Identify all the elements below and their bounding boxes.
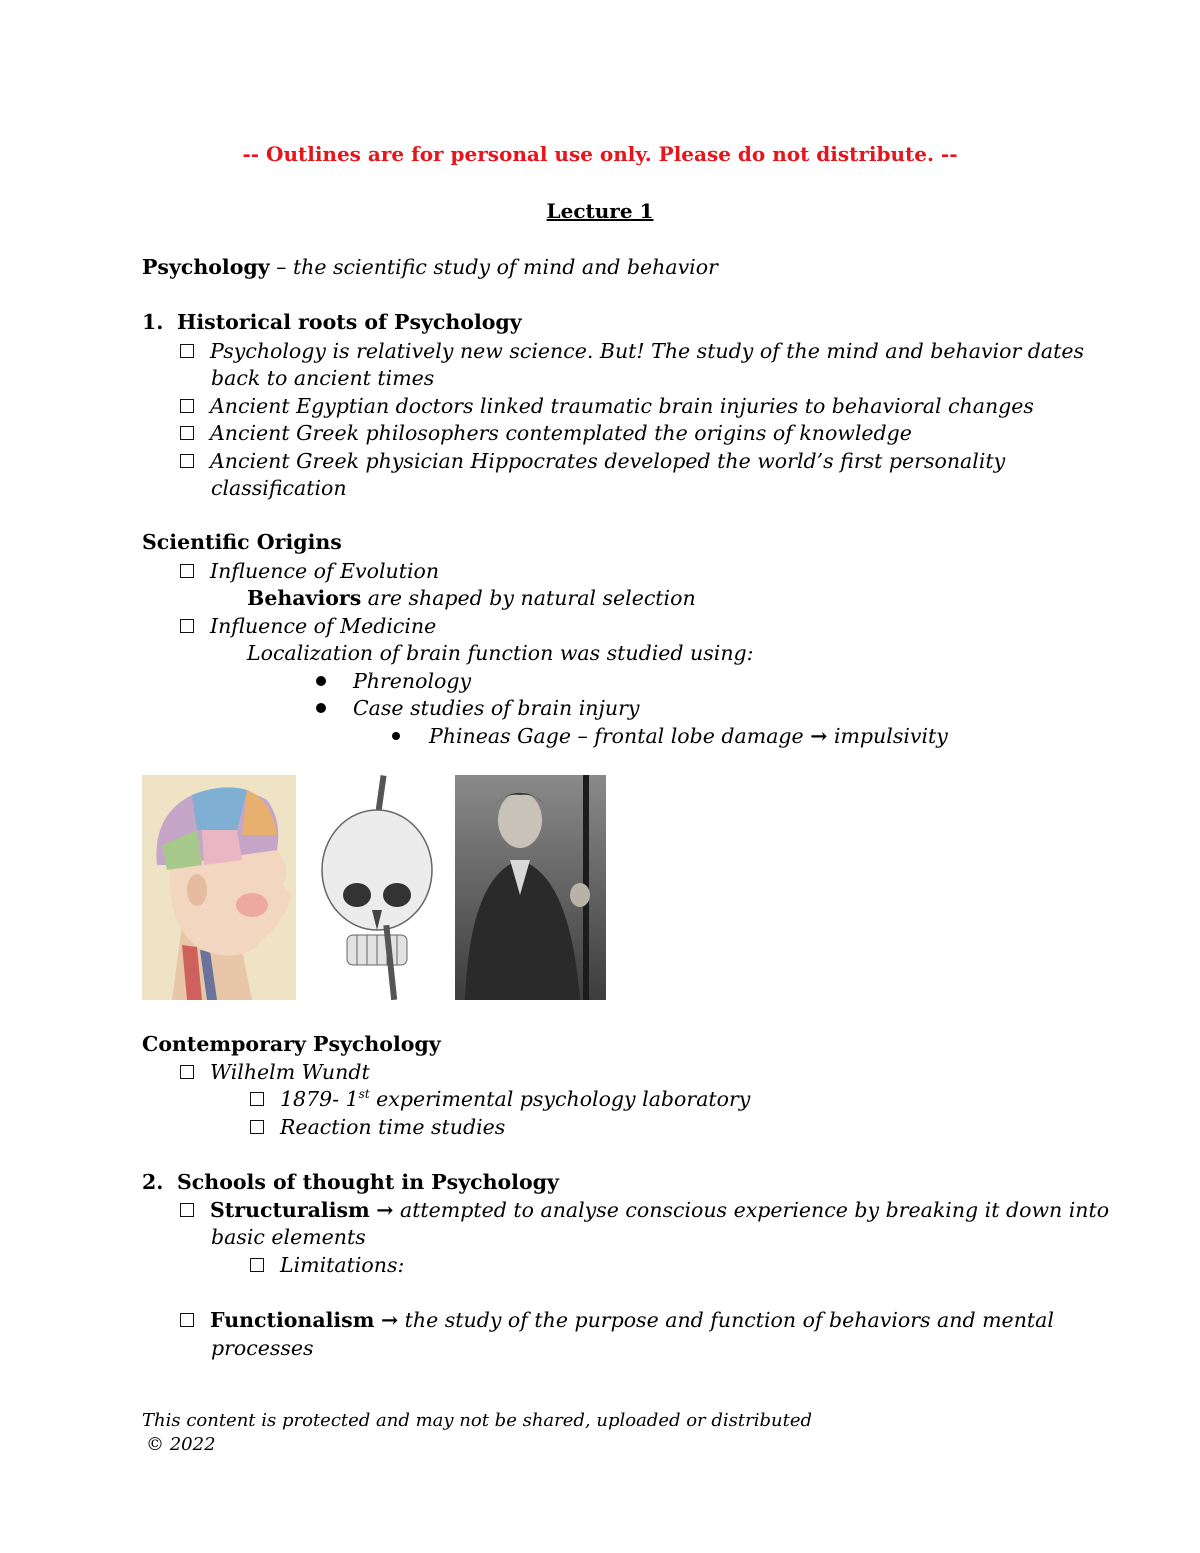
psychology-definition (142, 253, 718, 281)
list-item-continuation: back to ancient times (211, 366, 435, 390)
phineas-gage-portrait (455, 775, 606, 1000)
checkbox-icon (250, 1092, 264, 1106)
list-item-continuation: basic elements (211, 1225, 366, 1249)
section-2-title: Schools of thought in Psychology (177, 1170, 559, 1194)
distribution-notice: -- Outlines are for personal use only. Please do not distribute. -- (242, 142, 958, 166)
list-item-continuation: classification (211, 476, 347, 500)
definition-sep: – (269, 255, 293, 279)
bullet-icon (316, 676, 326, 686)
arrow-icon: → (380, 1308, 399, 1332)
skull-illustration (317, 775, 455, 1000)
scientific-origins-title: Scientific Origins (142, 530, 342, 554)
list-item-continuation: processes (211, 1336, 314, 1360)
definition-text: the scientific study of mind and behavior (292, 255, 718, 279)
checkbox-icon (180, 399, 194, 413)
checkbox-icon (180, 564, 194, 578)
skull-image (317, 775, 455, 1000)
checkbox-icon (180, 344, 194, 358)
checkbox-icon (180, 1313, 194, 1327)
checkbox-icon (250, 1258, 264, 1272)
bullet-icon (392, 732, 400, 740)
section-2-number: 2. (142, 1170, 164, 1194)
checkbox-icon (180, 426, 194, 440)
contemporary-title: Contemporary Psychology (142, 1032, 441, 1056)
behaviors-line: Behaviors are shaped by natural selection (247, 586, 696, 610)
arrow-icon: → (376, 1198, 394, 1222)
definition-term: Psychology (142, 255, 270, 279)
section-1-number: 1. (142, 310, 164, 334)
footer-year: © 2022 (146, 1434, 216, 1455)
phrenology-head-illustration (142, 775, 296, 1000)
bullet-icon (316, 703, 326, 713)
phrenology-head-image (142, 775, 296, 1000)
checkbox-icon (180, 454, 194, 468)
checkbox-icon (180, 619, 194, 633)
phineas-gage-photo (455, 775, 606, 1000)
arrow-icon: → (810, 724, 828, 748)
section-1-title: Historical roots of Psychology (177, 310, 522, 334)
checkbox-icon (250, 1120, 264, 1134)
checkbox-icon (180, 1065, 194, 1079)
footer-copyright-notice: This content is protected and may not be shared, uploaded or distributed (142, 1410, 813, 1431)
checkbox-icon (180, 1203, 194, 1217)
lecture-title: Lecture 1 (546, 199, 654, 223)
localization-line: Localization of brain function was studied using: (247, 641, 754, 665)
